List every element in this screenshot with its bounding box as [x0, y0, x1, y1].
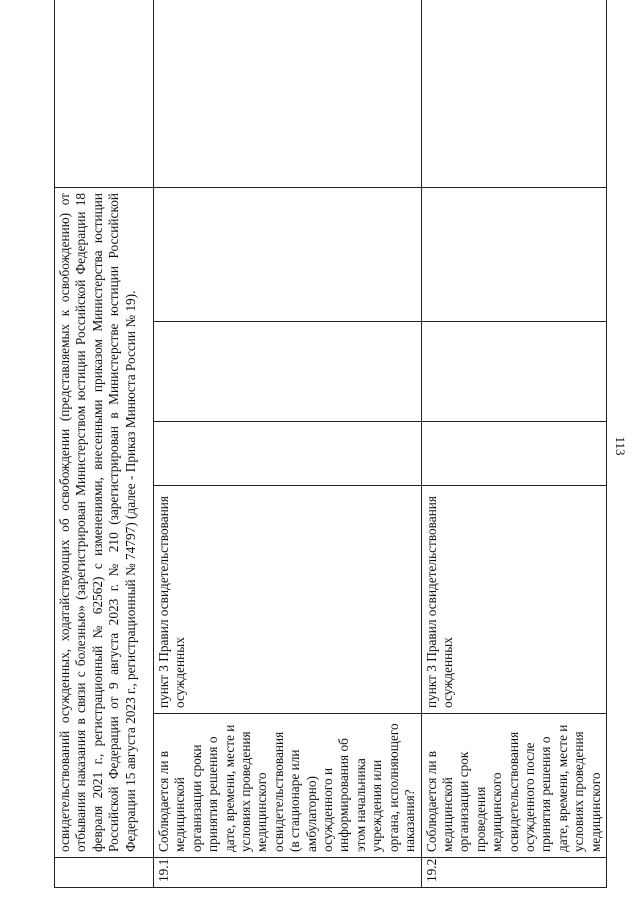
- table-cell-empty: [154, 322, 422, 422]
- table-row: [154, 0, 422, 888]
- table-cell-number-empty: [55, 858, 154, 888]
- table-cell-item-number: 19.2: [421, 858, 606, 888]
- table-row-intro: [55, 0, 154, 888]
- table-cell-empty: [55, 0, 154, 188]
- table-cell-question: Соблюдается ли в медицинской организации срок проведения медицинского освидетельствования осужденного после принятия решения о дате, времени, месте и условиях проведения медицинского: [421, 714, 606, 858]
- table-cell-empty: [421, 0, 606, 188]
- table-cell-item-number: 19.1: [154, 858, 422, 888]
- table-cell-intro-text: освидетельствований осужденных, ходатайствующих об освобождении (представляемых к освобождению) от отбывания наказания в связи с болезнью» (зарегистрирован Министерством юстиции Российской Федерации 18 февраля 2021 г., регистрационный № 62562) с изменениями, внесенными приказом Министерства юстиции Российской Федерации от 9 августа 2023 г. № 210 (зарегистрирован в Министерстве юстиции Российской Федерации 15 августа 2023 г., регистрационный № 74797) (далее - Приказ Минюста России № 19).: [55, 188, 154, 858]
- table-cell-empty: [154, 422, 422, 486]
- table-cell-question: Соблюдается ли в медицинской организации сроки принятия решения о дате, времени, месте и условиях проведения медицинского освидетельствования (в стационаре или амбулаторно) осужденного и информирования об этом начальника учреждения или органа, исполняющего наказания?: [154, 714, 422, 858]
- table-cell-empty: [421, 322, 606, 422]
- table-cell-empty: [421, 188, 606, 322]
- table-cell-reference: пункт 3 Правил освидетельствования осужденных: [154, 486, 422, 714]
- table-cell-empty: [154, 188, 422, 322]
- table-row: [421, 0, 606, 888]
- page-number: 113: [613, 436, 628, 456]
- table-cell-empty: [154, 0, 422, 188]
- table-cell-empty: [421, 422, 606, 486]
- rotated-page-content: [54, 0, 603, 888]
- table-cell-reference: пункт 3 Правил освидетельствования осужденных: [421, 486, 606, 714]
- checklist-table: [54, 0, 607, 888]
